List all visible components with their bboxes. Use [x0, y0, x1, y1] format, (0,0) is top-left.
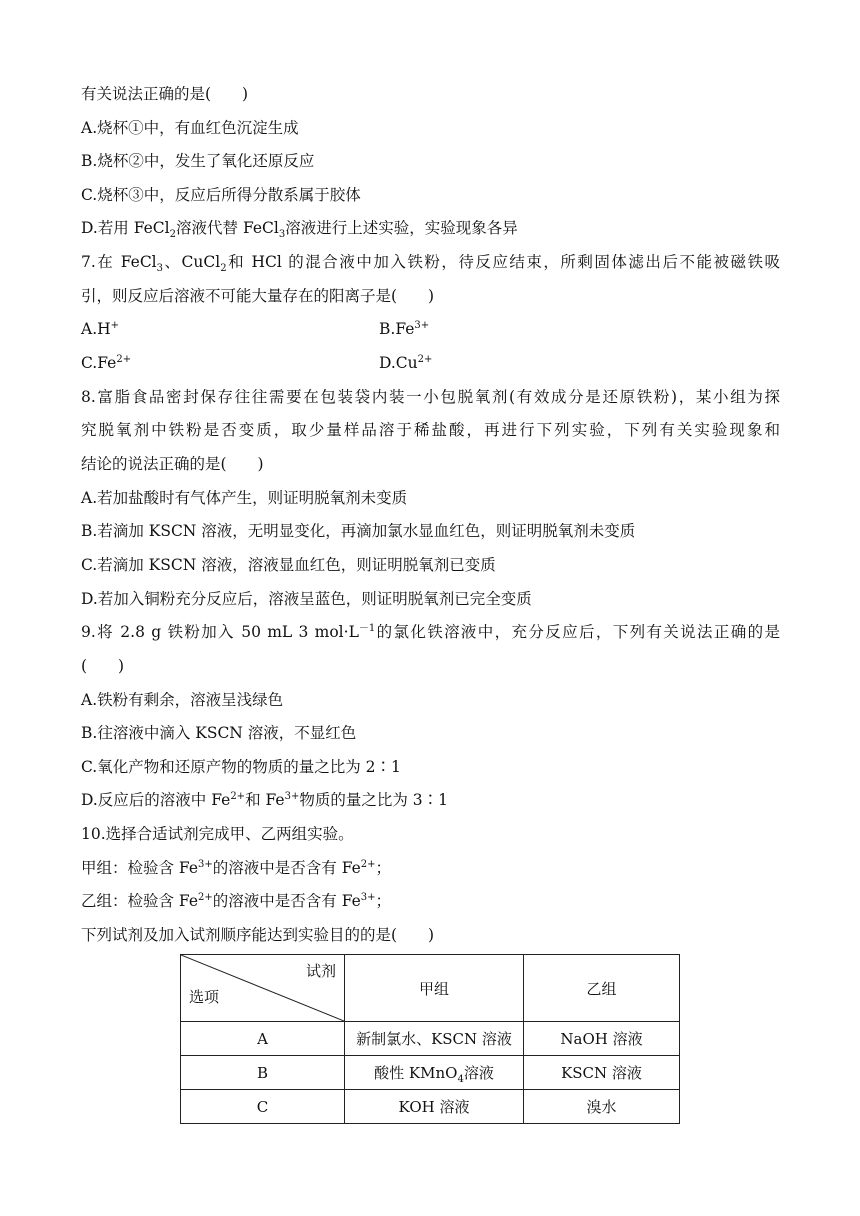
- q10-group-jia: 甲组：检验含 $Fe^{3+}$的溶液中是否含有 $Fe^{2+}$；: [81, 858, 392, 877]
- header-yi: 乙组: [524, 955, 680, 1022]
- question-8-stem-cont: 究脱氧剂中铁粉是否变质，取少量样品溶于稀盐酸，再进行下列实验，下列有关实验现象和: [81, 421, 780, 439]
- table-row: [181, 1022, 680, 1056]
- q9-option-a: A.铁粉有剩余，溶液呈浅绿色: [81, 691, 284, 709]
- corner-label-reagent: 试剂: [305, 962, 336, 980]
- question-7-stem: 7.在 FeCl$_3$、CuCl$_2$和 HCl 的混合液中加入铁粉，待反应结束，所剩固体滤出后不能被磁铁吸: [81, 253, 780, 275]
- q8-option-a: A.若加盐酸时有气体产生，则证明脱氧剂未变质: [81, 489, 408, 507]
- question-8-stem-end: 结论的说法正确的是( ): [81, 455, 264, 473]
- option-cell: C: [181, 1090, 345, 1124]
- options-table: [180, 954, 680, 1124]
- question-9-stem: 9.将 2.8 g 铁粉加入 50 mL 3 $mol\cdot L^{-1}$的氯化铁溶液中，充分反应后，下列有关说法正确的是: [81, 622, 780, 641]
- q7-option-b: $B.Fe^{3+}$: [379, 319, 430, 338]
- yi-cell: 溴水: [524, 1090, 680, 1124]
- q9-option-c: C.氧化产物和还原产物的物质的量之比为 2∶1: [81, 758, 401, 776]
- table-row: [181, 1056, 680, 1090]
- q7-option-d: $D.Cu^{2+}$: [379, 353, 433, 372]
- q7-option-c: $C.Fe^{2+}$: [81, 353, 132, 372]
- option-cell: B: [181, 1056, 345, 1090]
- yi-cell: NaOH 溶液: [524, 1022, 680, 1056]
- jia-cell: 酸性 KMnO$_4$溶液: [345, 1056, 524, 1090]
- corner-label-option: 选项: [189, 988, 220, 1006]
- q6-option-d: D.若用 FeCl$_2$溶液代替 FeCl$_3$溶液进行上述实验，实验现象各异: [81, 219, 518, 241]
- jia-cell: 新制氯水、KSCN 溶液: [345, 1022, 524, 1056]
- q6-option-a: A.烧杯①中，有血红色沉淀生成: [81, 119, 299, 137]
- header-jia: 甲组: [345, 955, 524, 1022]
- jia-cell: KOH 溶液: [345, 1090, 524, 1124]
- q9-option-d: D.反应后的溶液中 $Fe^{2+}$和 $Fe^{3+}$物质的量之比为 3∶1: [81, 790, 448, 809]
- q8-option-c: C.若滴加 KSCN 溶液，溶液显血红色，则证明脱氧剂已变质: [81, 556, 496, 574]
- q7-option-a: A.H+: [81, 319, 120, 338]
- table-header-row: [181, 955, 680, 1022]
- option-cell: A: [181, 1022, 345, 1056]
- table-row: [181, 1090, 680, 1124]
- question-8-stem: 8.富脂食品密封保存往往需要在包装袋内装一小包脱氧剂(有效成分是还原铁粉)，某小组为探: [81, 388, 780, 406]
- q6-option-b: B.烧杯②中，发生了氧化还原反应: [81, 152, 315, 170]
- q10-group-yi: 乙组：检验含 $Fe^{2+}$的溶液中是否含有 $Fe^{3+}$；: [81, 891, 392, 910]
- q8-option-d: D.若加入铜粉充分反应后，溶液呈蓝色，则证明脱氧剂已完全变质: [81, 590, 532, 608]
- question-7-stem-cont: 引，则反应后溶液不可能大量存在的阳离子是( ): [81, 287, 435, 305]
- q8-option-b: B.若滴加 KSCN 溶液，无明显变化，再滴加氯水显血红色，则证明脱氧剂未变质: [81, 522, 636, 540]
- question-10-prompt: 下列试剂及加入试剂顺序能达到实验目的的是( ): [81, 926, 435, 944]
- q9-option-b: B.往溶液中滴入 KSCN 溶液，不显红色: [81, 724, 357, 742]
- q6-option-c: C.烧杯③中，反应后所得分散系属于胶体: [81, 186, 361, 204]
- question-9-stem-cont: ( ): [81, 657, 125, 675]
- question-10-stem: 10.选择合适试剂完成甲、乙两组实验。: [81, 825, 354, 843]
- table-corner-cell: [181, 955, 345, 1022]
- yi-cell: KSCN 溶液: [524, 1056, 680, 1090]
- text-line: 有关说法正确的是( ): [81, 85, 249, 103]
